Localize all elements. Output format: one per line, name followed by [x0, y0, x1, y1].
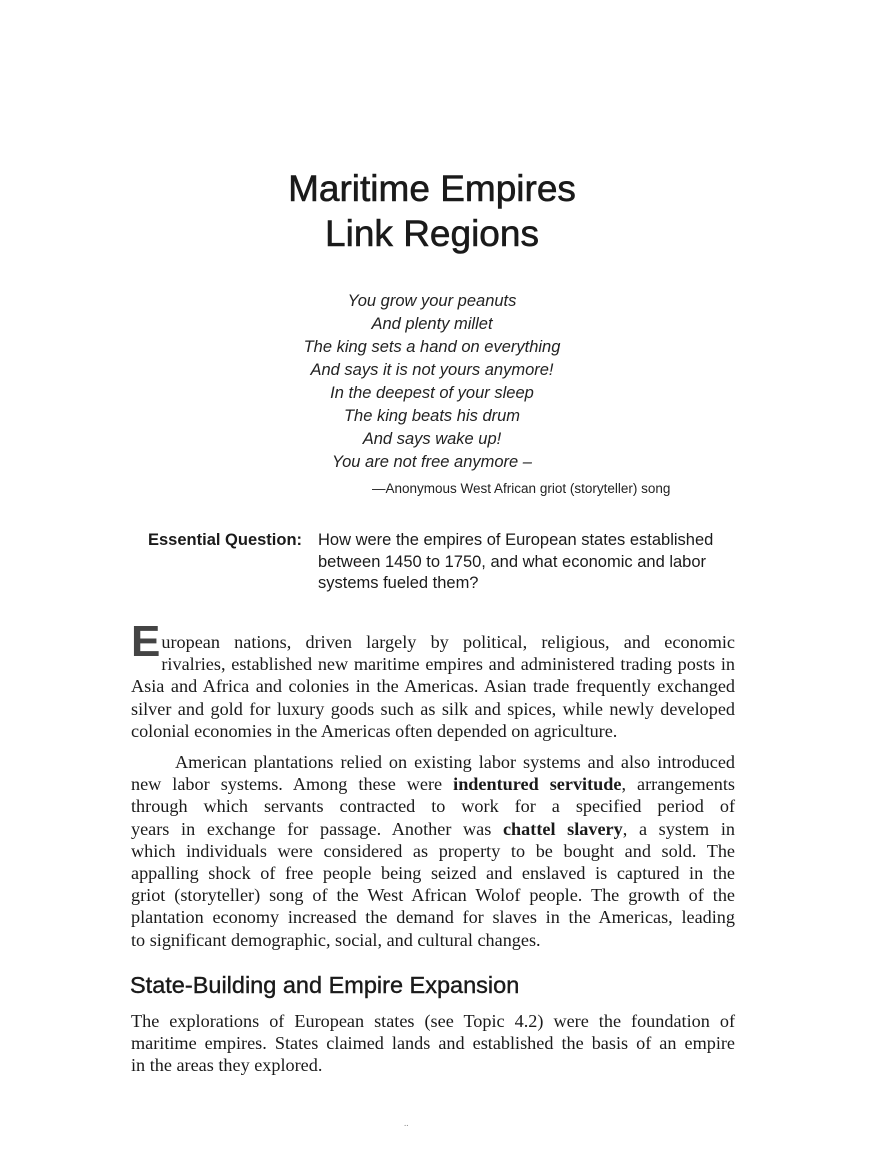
paragraph-line: The explorations of European states (see Topic 4.2) were the foundation of — [131, 1011, 735, 1031]
epigraph-poem — [0, 290, 864, 474]
paragraph-line: American plantations relied on existing labor systems and also introduced — [175, 752, 735, 772]
paragraph-line: uropean nations, driven largely by political, religious, and economic — [161, 632, 735, 652]
paragraph-line: new labor systems. Among these were indentured servitude, arrangements — [131, 774, 735, 795]
poem-line: In the deepest of your sleep — [330, 384, 534, 402]
essential-question-line: between 1450 to 1750, and what economic and labor — [318, 552, 707, 571]
poem-line: And says wake up! — [362, 430, 502, 448]
page-footer-mark: .. — [404, 1118, 409, 1128]
intro-paragraph-1 — [131, 617, 735, 742]
paragraph-line: griot (storyteller) song of the West African Wolof people. The growth of the — [131, 885, 735, 906]
epigraph-attribution: —Anonymous West African griot (storyteller) song — [372, 481, 671, 496]
paragraph-line: through which servants contracted to work for a specified period of — [131, 796, 735, 817]
section-paragraph-1 — [131, 1010, 735, 1077]
section-heading: State-Building and Empire Expansion — [130, 972, 520, 998]
essential-question-text — [318, 530, 748, 595]
poem-line: The king beats his drum — [343, 407, 521, 425]
paragraph-line: which individuals were considered as property to be bought and sold. The — [131, 840, 735, 861]
essential-question-line: systems fueled them? — [318, 574, 479, 592]
term-chattel-slavery: chattel slavery — [502, 818, 623, 839]
essential-question-label: Essential Question: — [148, 531, 303, 549]
chapter-title — [0, 166, 864, 256]
chapter-title-line-2: Link Regions — [325, 213, 539, 254]
essential-question-line: How were the empires of European states established — [318, 531, 714, 549]
paragraph-line: silver and gold for luxury goods such as silk and spices, while newly developed — [131, 698, 735, 719]
drop-cap: E — [131, 617, 161, 666]
paragraph-line: in the areas they explored. — [131, 1055, 323, 1076]
term-indentured-servitude: indentured servitude — [453, 774, 622, 795]
paragraph-line: appalling shock of free people being seized and enslaved is captured in the — [131, 862, 735, 883]
paragraph-line: rivalries, established new maritime empires and administered trading posts in — [161, 654, 735, 675]
poem-line: You grow your peanuts — [347, 292, 517, 310]
paragraph-line: colonial economies in the Americas often depended on agriculture. — [131, 720, 618, 741]
paragraph-line: to significant demographic, social, and cultural changes. — [131, 929, 541, 950]
paragraph-line: plantation economy increased the demand for slaves in the Americas, leading — [131, 907, 735, 928]
poem-line: And plenty millet — [371, 315, 493, 333]
poem-line: You are not free anymore – — [332, 453, 532, 471]
paragraph-line: years in exchange for passage. Another was chattel slavery, a system in — [131, 818, 735, 839]
poem-line: And says it is not yours anymore! — [310, 361, 554, 379]
paragraph-line: maritime empires. States claimed lands and established the basis of an empire — [131, 1033, 735, 1054]
paragraph-line: Asia and Africa and colonies in the Americas. Asian trade frequently exchanged — [131, 676, 735, 697]
intro-paragraph-2 — [131, 751, 735, 951]
poem-line: The king sets a hand on everything — [303, 338, 561, 356]
chapter-title-line-1: Maritime Empires — [288, 168, 576, 209]
